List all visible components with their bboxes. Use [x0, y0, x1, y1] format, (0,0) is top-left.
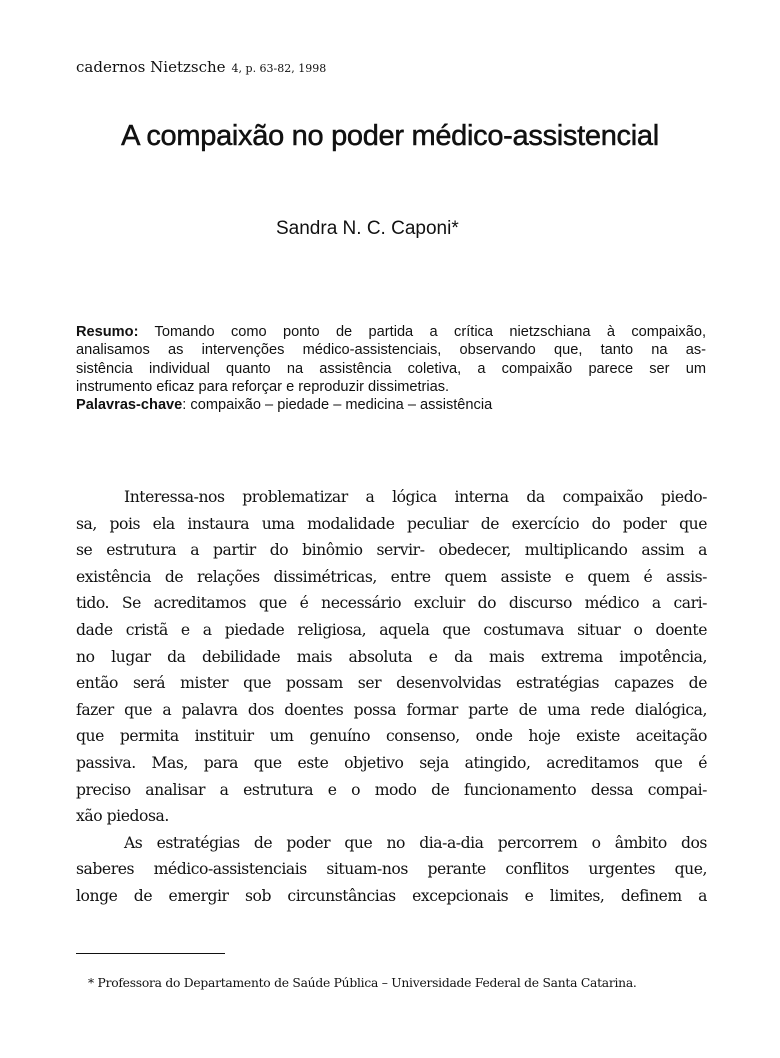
resumo-label: Resumo:	[76, 324, 139, 340]
abstract-line: instrumento eficaz para reforçar e reproduzir dissimetrias.	[76, 378, 450, 395]
issue-info: 4, p. 63-82, 1998	[231, 62, 327, 75]
author-name: Sandra N. C. Caponi*	[276, 218, 459, 239]
body-line: sa, pois ela instaura uma modalidade peculiar de exercício do poder que	[76, 514, 707, 533]
abstract-text: Tomando como ponto de partida a crítica nietzschiana à compaixão,	[138, 324, 706, 340]
journal-name: cadernos Nietzsche	[76, 58, 226, 76]
footnote-divider	[76, 953, 225, 954]
keywords-label: Palavras-chave	[76, 397, 183, 414]
body-line: Interessa-nos problematizar a lógica interna da compaixão piedo-	[124, 488, 707, 506]
body-text	[76, 484, 707, 910]
body-line: passiva. Mas, para que este objetivo seja atingido, acreditamos que é	[76, 753, 707, 772]
body-line: dade cristã e a piedade religiosa, aquela que costumava situar o doente	[76, 620, 707, 639]
body-line: As estratégias de poder que no dia-a-dia percorrem o âmbito dos	[124, 833, 707, 852]
article-title: A compaixão no poder médico-assistencial	[121, 120, 659, 152]
keywords-text: : compaixão – piedade – medicina – assistência	[182, 397, 493, 414]
abstract-line: analisamos as intervenções médico-assistenciais, observando que, tanto na as-	[76, 342, 706, 359]
footnote: * Professora do Departamento de Saúde Pública – Universidade Federal de Santa Catarina.	[88, 976, 637, 990]
body-line: fazer que a palavra dos doentes possa formar parte de uma rede dialógica,	[76, 700, 707, 719]
body-line: que permita instituir um genuíno consenso, onde hoje existe aceitação	[76, 727, 707, 746]
abstract-line: sistência individual quanto na assistência coletiva, a compaixão parece ser um	[76, 360, 706, 377]
body-line: no lugar da debilidade mais absoluta e da mais extrema impotência,	[76, 647, 707, 666]
body-line: tido. Se acreditamos que é necessário excluir do discurso médico a cari-	[76, 594, 707, 613]
body-line: saberes médico-assistenciais situam-nos perante conflitos urgentes que,	[76, 860, 707, 879]
body-line: então será mister que possam ser desenvolvidas estratégias capazes de	[76, 674, 707, 693]
abstract	[76, 323, 706, 414]
keywords-line	[76, 396, 706, 414]
running-head	[76, 58, 326, 76]
abstract-line	[76, 323, 706, 341]
body-line: se estrutura a partir do binômio servir- obedecer, multiplicando assim a	[76, 541, 707, 560]
body-line: longe de emergir sob circunstâncias excepcionais e limites, definem a	[76, 886, 707, 905]
body-line: existência de relações dissimétricas, entre quem assiste e quem é assis-	[76, 567, 707, 586]
body-line: xão piedosa.	[76, 807, 169, 826]
body-line: preciso analisar a estrutura e o modo de funcionamento dessa compai-	[76, 780, 707, 799]
